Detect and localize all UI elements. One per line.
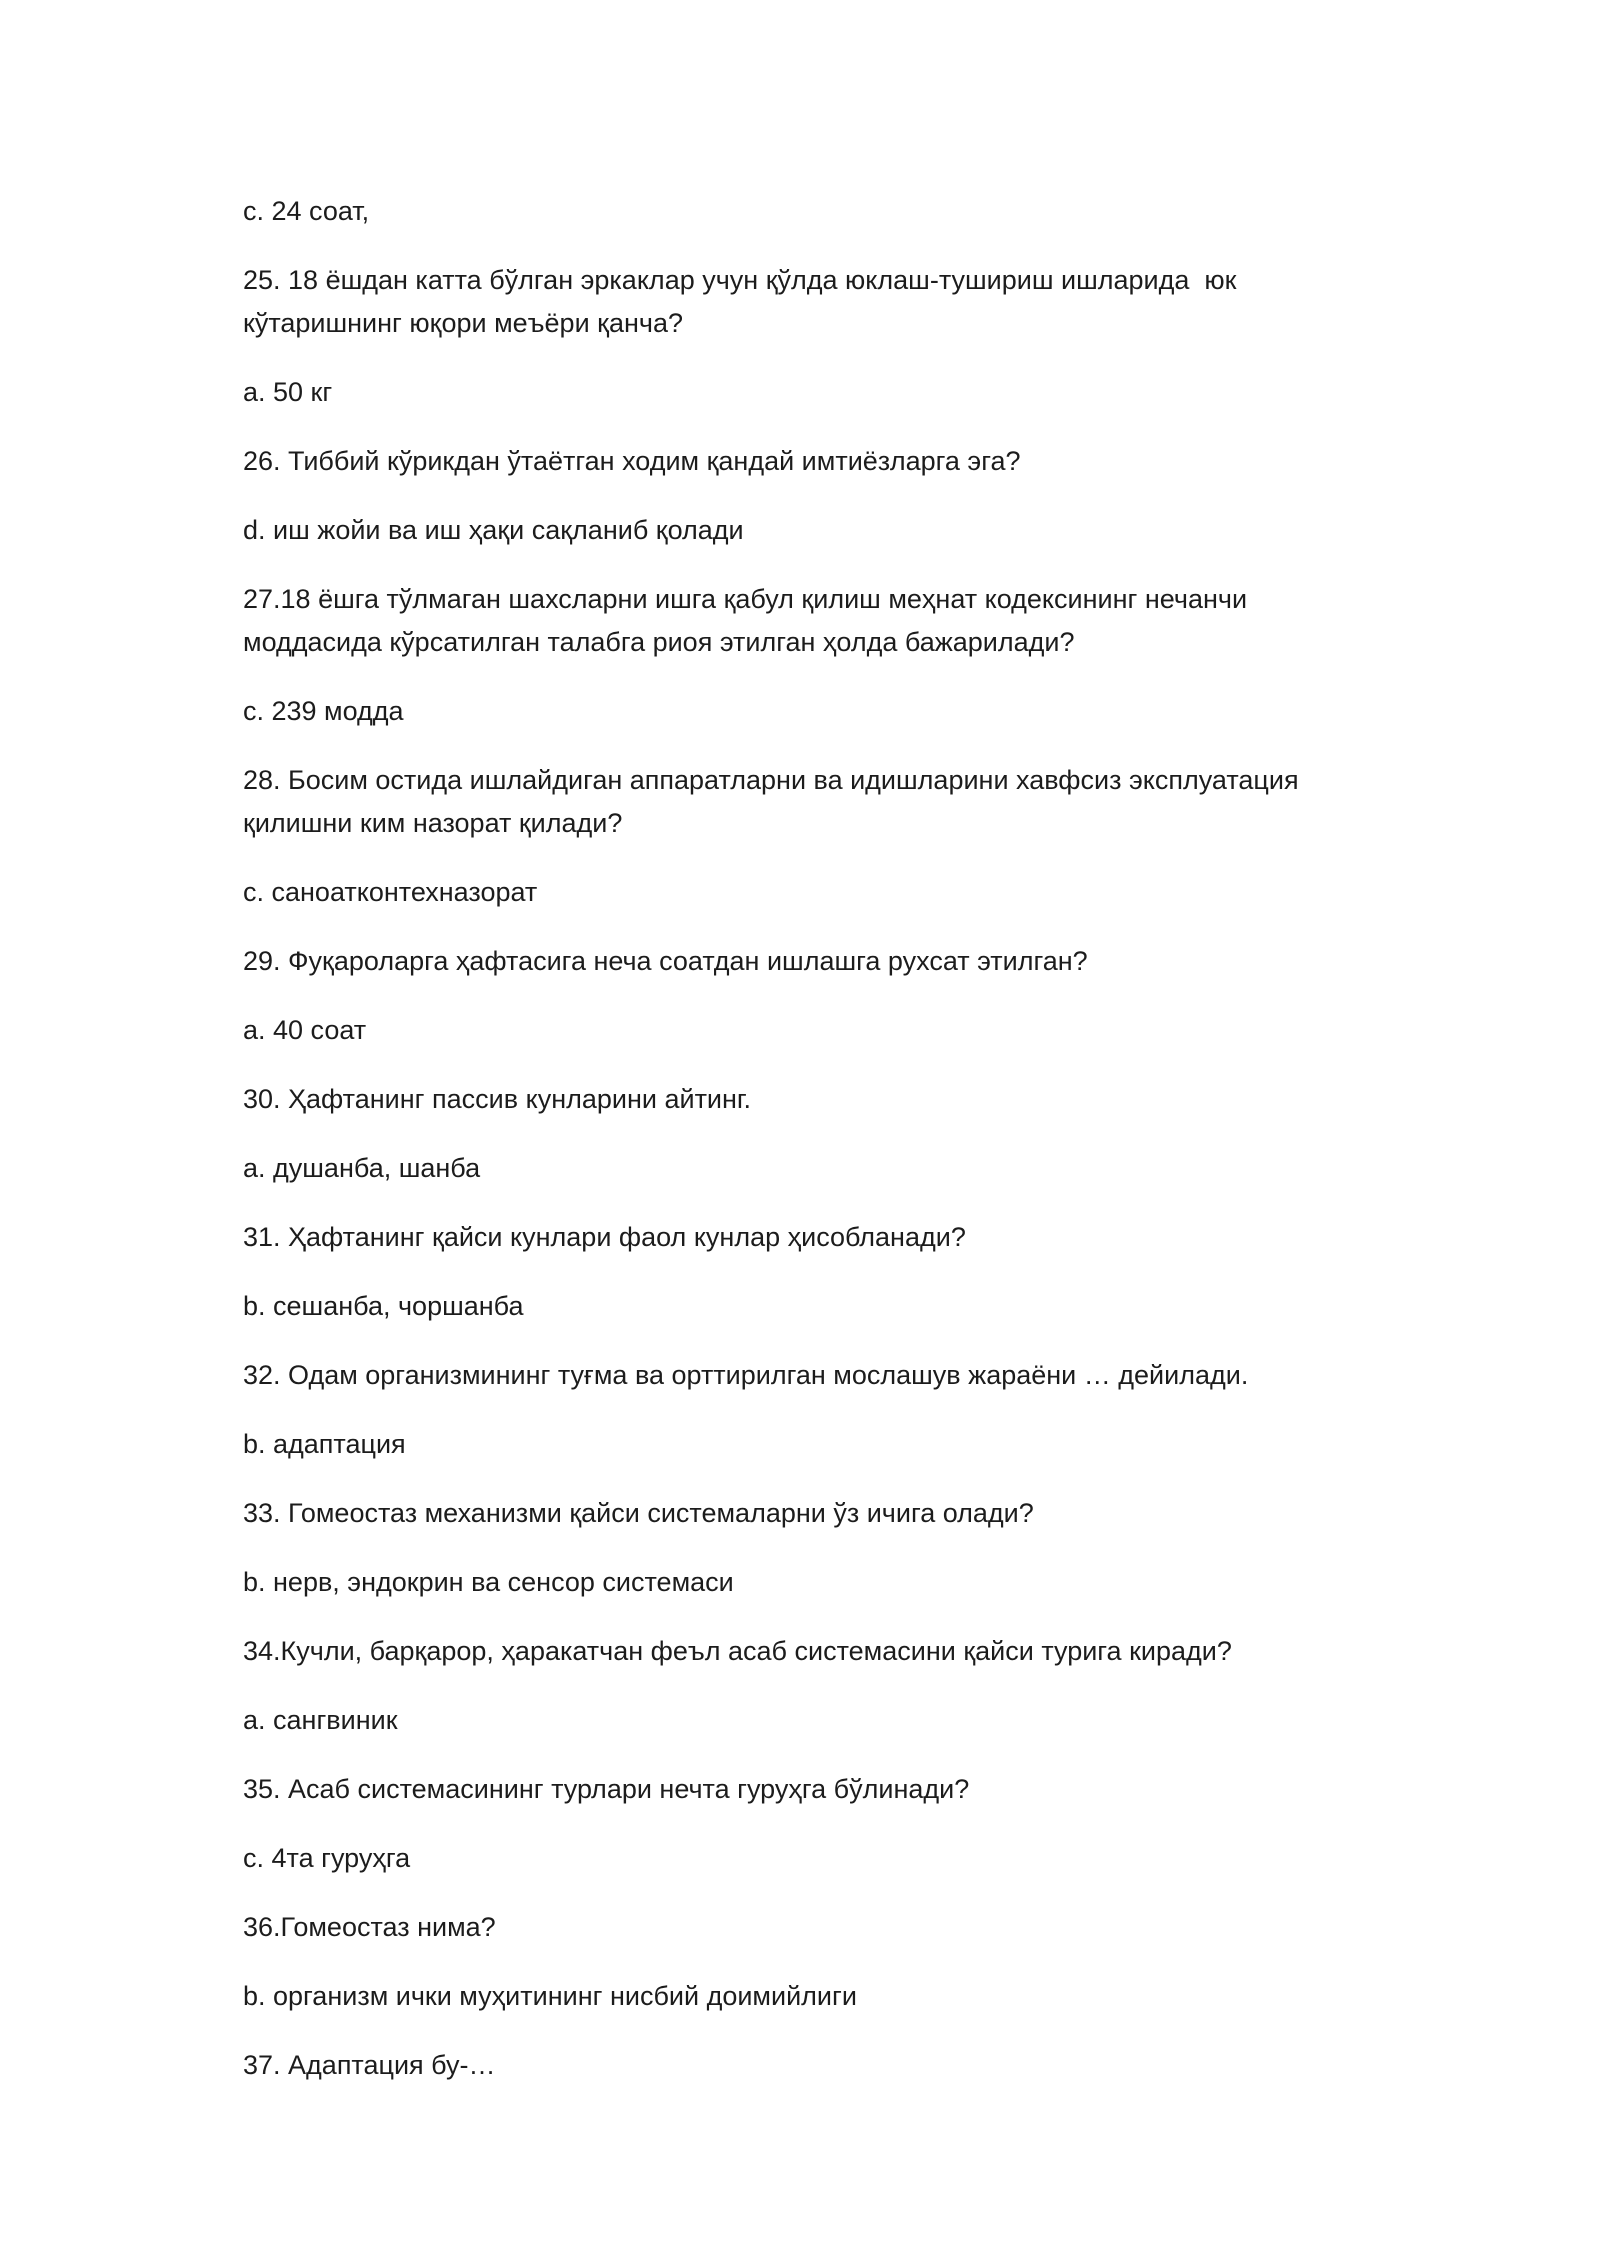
answer-31: b. сешанба, чоршанба <box>243 1291 524 1321</box>
answer-26: d. иш жойи ва иш ҳақи сақланиб қолади <box>243 515 744 545</box>
answer-30: a. душанба, шанба <box>243 1153 481 1183</box>
answer-33: b. нерв, эндокрин ва сенсор системаси <box>243 1567 734 1597</box>
answer-25: a. 50 кг <box>243 377 333 407</box>
answer-24: c. 24 соат, <box>243 196 370 226</box>
question-26: 26. Тиббий кўрикдан ўтаётган ходим қандай имтиёзларга эга? <box>243 446 1021 476</box>
answer-28: c. саноатконтехназорат <box>243 877 538 907</box>
question-27: 27.18 ёшга тўлмаган шахсларни ишга қабул қилиш меҳнат кодексининг нечанчи моддасида кўрсатилган талабга риоя этилган ҳолда бажарилади? <box>243 584 1255 657</box>
question-30: 30. Ҳафтанинг пассив кунларини айтинг. <box>243 1084 751 1114</box>
question-29: 29. Фуқароларга ҳафтасига неча соатдан ишлашга рухсат этилган? <box>243 946 1088 976</box>
document-body <box>243 190 1353 2113</box>
question-34: 34.Кучли, барқарор, ҳаракатчан феъл асаб системасини қайси турига киради? <box>243 1636 1232 1666</box>
answer-35: c. 4та гуруҳга <box>243 1843 411 1873</box>
answer-27: c. 239 модда <box>243 696 404 726</box>
answer-29: a. 40 соат <box>243 1015 367 1045</box>
question-28: 28. Босим остида ишлайдиган аппаратларни ва идишларини хавфсиз эксплуатация қилишни ким назорат қилади? <box>243 765 1307 838</box>
question-33: 33. Гомеостаз механизми қайси системаларни ўз ичига олади? <box>243 1498 1034 1528</box>
question-31: 31. Ҳафтанинг қайси кунлари фаол кунлар ҳисобланади? <box>243 1222 966 1252</box>
question-36: 36.Гомеостаз нима? <box>243 1912 496 1942</box>
question-37: 37. Адаптация бу-… <box>243 2050 496 2080</box>
answer-36: b. организм ички муҳитининг нисбий доимийлиги <box>243 1981 857 2011</box>
question-35: 35. Асаб системасининг турлари нечта гуруҳга бўлинади? <box>243 1774 970 1804</box>
question-25: 25. 18 ёшдан катта бўлган эркаклар учун қўлда юклаш-тушириш ишларида юк кўтаришнинг юқори меъёри қанча? <box>243 265 1244 338</box>
answer-34: a. сангвиник <box>243 1705 398 1735</box>
answer-32: b. адаптация <box>243 1429 406 1459</box>
question-32: 32. Одам организмининг туғма ва орттирилган мослашув жараёни … дейилади. <box>243 1360 1249 1390</box>
